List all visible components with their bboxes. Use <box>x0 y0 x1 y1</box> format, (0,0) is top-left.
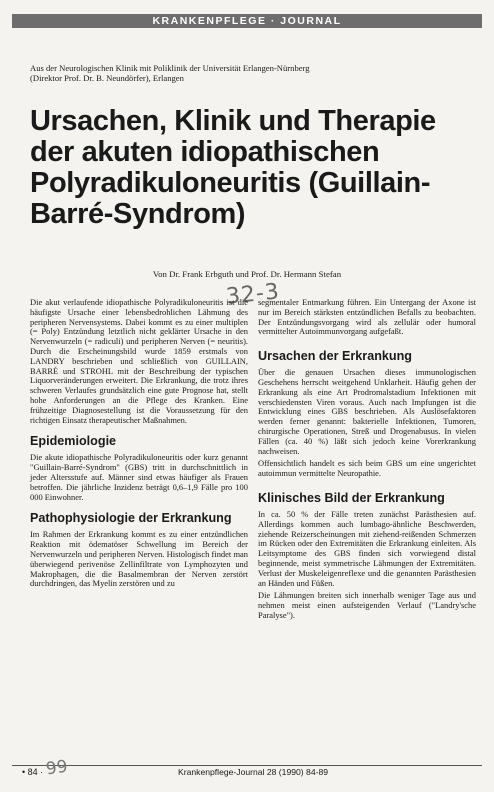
pathophysiologie-heading: Pathophysiologie der Erkrankung <box>30 511 232 526</box>
ursachen-heading: Ursachen der Erkrankung <box>258 349 412 364</box>
ursachen-paragraph-2: Offensichtlich handelt es sich beim GBS um eine ungerichtet autoimmun vermittelte Neuropathie. <box>258 458 476 479</box>
continuation-paragraph: segmentaler Entmarkung führen. Ein Untergang der Axone ist nur im Bereich stärksten entzündlichen Befalls zu beobachten. Der Entzündungsvorgang wird als zellulär oder humoral vermittelter Autoimmunvorgang aufgefaßt. <box>258 297 476 337</box>
right-column <box>258 298 476 621</box>
article-title: Ursachen, Klinik und Therapie der akuten idiopathischen Polyradikuloneuritis (Guillain-Barré-Syndrom) <box>30 105 436 230</box>
epidemiologie-heading: Epidemiologie <box>30 434 117 449</box>
journal-header: KRANKENPFLEGE · JOURNAL <box>12 14 482 28</box>
klinik-paragraph: In ca. 50 % der Fälle treten zunächst Parästhesien auf. Allerdings kommen auch lumbago-ähnliche Beschwerden, ziehende Reizerscheinungen mit ziehend-reißenden Schmerzen im Rücken oder den Extremitäten die Erkrankung einleiten. Als Leitsymptome des GBS finden sich vorwiegend distal beginnende, meist symmetrische Lähmungen der Extremitäten. Verlust der Muskeleigenreflexe und die genannten Parästhesien an Händen und Füßen. <box>258 508 476 588</box>
handwritten-note: 32-3 <box>224 279 282 310</box>
journal-citation: Krankenpflege-Journal 28 (1990) 84-89 <box>178 767 329 777</box>
klinik-heading: Klinisches Bild der Erkrankung <box>258 490 445 505</box>
department-line: Aus der Neurologischen Klinik mit Poliklinik der Universität Erlangen-Nürnberg <box>30 63 310 73</box>
department-director: (Direktor Prof. Dr. B. Neundörfer), Erlangen <box>30 73 184 84</box>
ursachen-paragraph: Über die genauen Ursachen dieses immunologischen Geschehens herrscht weitgehend Unklarheit. Häufig gehen der Erkrankung als eine Art Prodromalstadium Infektionen mit verschiedensten Viren voraus. Auch nach Impfungen ist die Entwicklung eines GBS beschrieben. Als Auslösefaktoren werden ferner genannt: bakterielle Infektionen, Tumoren, chirurgische Operationen, Streß und Drogenabusus. In vielen Fällen (ca. 40 %) läßt sich jedoch keine Vorerkrankung nachweisen. <box>258 367 476 456</box>
footer-rule <box>12 765 482 766</box>
left-column <box>30 298 248 589</box>
page-number: • 84 · <box>22 767 44 777</box>
department-affiliation <box>30 63 470 84</box>
pathophysiologie-paragraph: Im Rahmen der Erkrankung kommt es zu einer entzündlichen Reaktion mit ödematöser Schwellung im Bereich der Nervenwurzeln und peripheren Nerven. Histologisch findet man überwiegend perivenöse Zellinfiltrate von Lymphozyten und Makrophagen, die die Basalmembran der Nerven zerstört durchdringen, das Myelin zerstören und zu <box>30 529 248 589</box>
handwritten-page-mark: 99 <box>44 756 69 780</box>
epidemiologie-paragraph: Die akute idiopathische Polyradikuloneuritis oder kurz genannt "Guillain-Barré-Syndrom" (GBS) tritt in durchschnittlich in jeder Altersstufe auf. Männer sind etwas häufiger als Frauen betroffen. Die jährliche Inzidenz beträgt 0,6–1,9 Fälle pro 100 000 Einwohner. <box>30 452 248 502</box>
klinik-paragraph-2: Die Lähmungen breiten sich innerhalb weniger Tage aus und nehmen meist einen aufsteigenden Verlauf ("Landry'sche Paralyse"). <box>258 590 476 620</box>
intro-paragraph: Die akut verlaufende idiopathische Polyradikuloneuritis ist die häufigste Ursache einer lebensbedrohlichen Lähmung des peripheren Nervensystems. Dabei kommt es zu einer multiplen (= Poly) Entzündung letztlich nicht geklärter Ursache in den Nervenwurzeln (= radiculi) und peripheren Nerven (= neuritis). Durch die Erscheinungsbild wurde 1859 erstmals von LANDRY beschrieben und schließlich von GUILLAIN, BARRÉ und STROHL mit der Beschreibung der typischen Liquorveränderungen erweitert. Die Erkrankung, die trotz ihres schweren Verlaufes grundsätzlich eine gute Prognose hat, stellt hohe Anforderungen an die Pflege des Kranken. Eine frühzeitige Diagnosestellung ist die Voraussetzung für den richtigen Einsatz therapeutischer Maßnahmen. <box>30 297 248 425</box>
article-authors: Von Dr. Frank Erbguth und Prof. Dr. Hermann Stefan <box>152 269 342 279</box>
